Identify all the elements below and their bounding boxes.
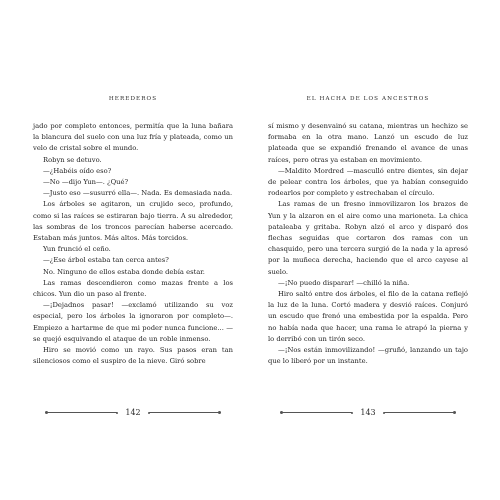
folio-left	[33, 407, 233, 419]
paragraph: —¿Habéis oído eso?	[43, 166, 112, 175]
page-number: 143	[360, 408, 376, 417]
paragraph: sí mismo y desenvainó su catana, mientras un hechizo se formaba en la otra mano. Lanzó un escudo de luz plateada que se expandió frenando el avance de unas raíces, pero otras ya estaban en movimiento.	[268, 122, 468, 164]
paragraph: Hiro se movió como un rayo. Sus pasos eran tan silenciosos como el suspiro de la nieve. Giró sobre	[33, 346, 233, 366]
folio-ornament-right	[384, 412, 454, 413]
folio-right	[268, 407, 468, 419]
paragraph: —¡Dejadnos pasar! —exclamó utilizando su voz especial, pero los árboles la ignoraron por completo—. Empiezo a hartarme de que mi poder nunca funcione... —se quejó esquivando el ataque de un roble inmenso.	[33, 301, 233, 343]
running-head-right: EL HACHA DE LOS ANCESTROS	[306, 96, 430, 102]
paragraph: —¡No puedo disparar! —chilló la niña.	[278, 278, 410, 287]
paragraph: —No —dijo Yun—. ¿Qué?	[43, 178, 129, 187]
paragraph: Robyn se detuvo.	[43, 155, 102, 164]
right-page	[268, 0, 468, 500]
paragraph: —¿Ese árbol estaba tan cerca antes?	[43, 256, 169, 265]
left-page	[33, 0, 233, 500]
paragraph: Hiro saltó entre dos árboles, el filo de la catana reflejó la luz de la luna. Cortó madera y desvió raíces. Conjuró un escudo que frenó una embestida por la espalda. Pero no había nada que hacer, una rama le atrapó la pierna y lo derribó con un tirón seco.	[268, 290, 468, 343]
paragraph: Yun frunció el ceño.	[43, 245, 111, 254]
paragraph: —Maldito Mordred —masculló entre dientes, sin dejar de pelear contra los árboles, que ya habían conseguido rodearlos por completo y estrechaban el círculo.	[268, 166, 468, 198]
paragraph: Los árboles se agitaron, un crujido seco, profundo, como si las raíces se estiraran bajo tierra. A su alrededor, las sombras de los troncos parecían haberse acercado. Estaban más juntos. Más altos. Más torcidos.	[33, 200, 233, 243]
paragraph: jado por completo entonces, permitía que la luna bañara la blancura del suelo con una luz fría y plateada, como un velo de cristal sobre el mundo.	[33, 122, 233, 153]
page-number: 142	[125, 408, 141, 417]
paragraph: Las ramas descendieron como mazas frente a los chicos. Yun dio un paso al frente.	[33, 278, 233, 299]
paragraph: —¡Nos están inmovilizando! —gruñó, lanzando un tajo que lo liberó por un instante.	[268, 346, 468, 366]
paragraph: Las ramas de un fresno inmovilizaron los brazos de Yun y la alzaron en el aire como una marioneta. La chica pataleaba y gritaba. Robyn alzó el arco y disparó dos flechas seguidas que cortaron dos ramas con un chasquido, pero una tercera surgió de la nada y la apresó por la muñeca derecha, haciendo que el arco cayese al suelo.	[268, 200, 468, 276]
left-page-text	[33, 121, 233, 367]
paragraph: —Justo eso —susurró ella—. Nada. Es demasiada nada.	[43, 189, 233, 198]
paragraph: No. Ninguno de ellos estaba donde debía estar.	[43, 267, 205, 276]
right-page-text	[268, 121, 468, 367]
folio-ornament-right	[149, 412, 219, 413]
running-head-left: HEREDEROS	[108, 96, 158, 102]
